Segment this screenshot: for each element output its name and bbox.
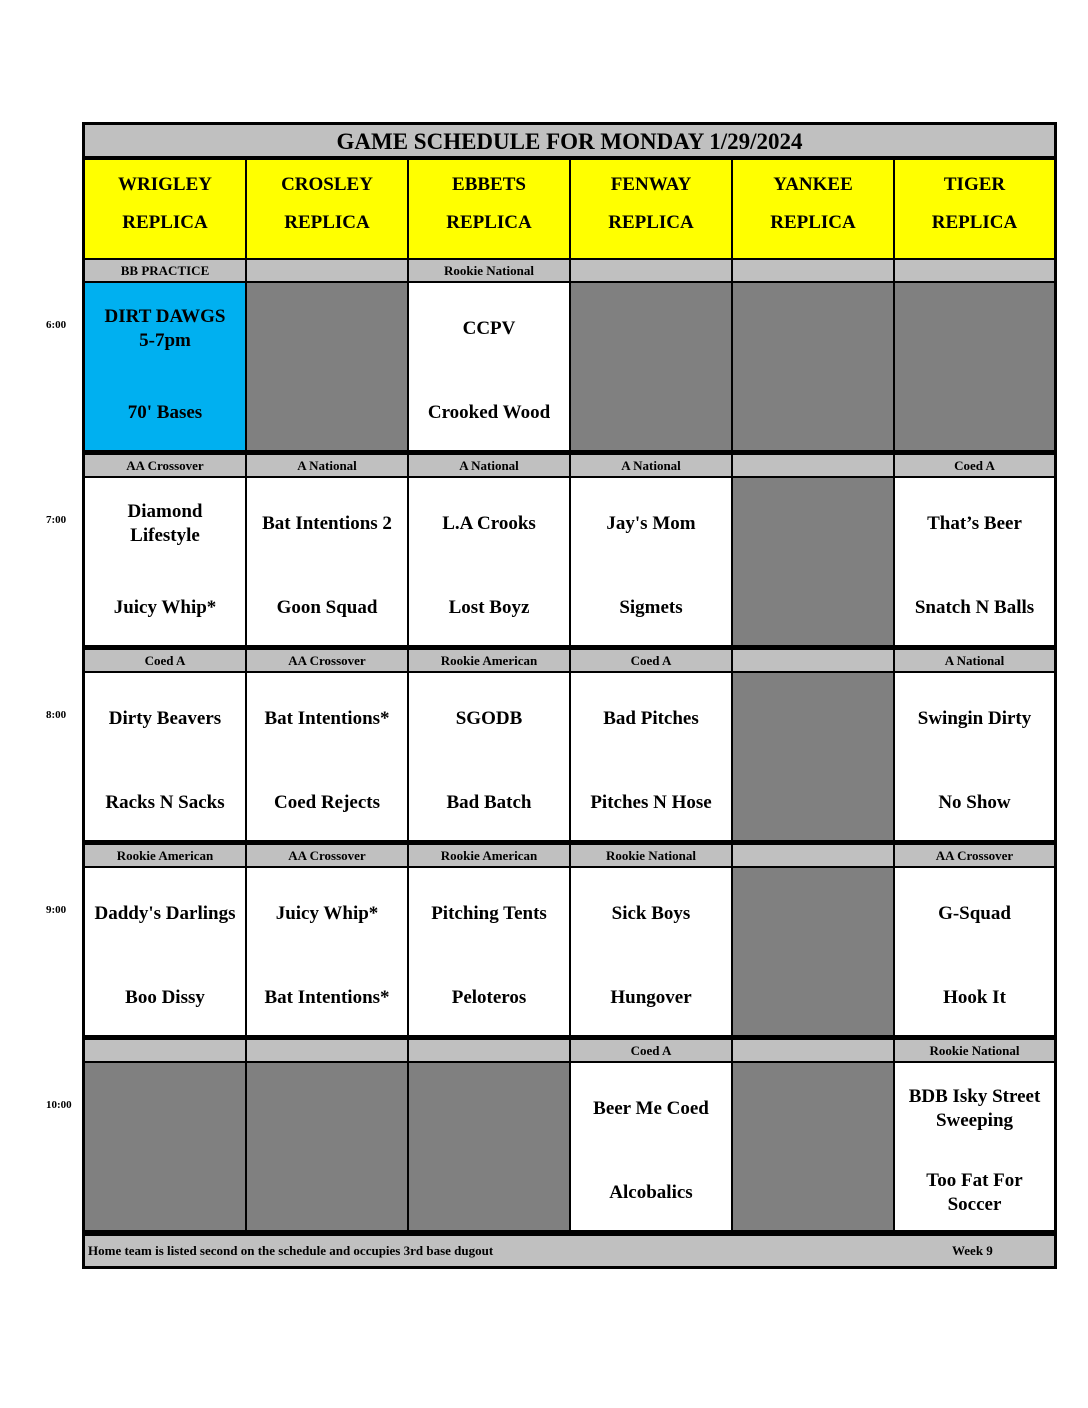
footer-bar <box>85 1236 1054 1266</box>
division-label: Rookie National <box>895 1040 1054 1061</box>
division-label <box>409 1040 569 1061</box>
away-team: Daddy's Darlings <box>94 903 236 924</box>
away-team: Bat Intentions 2 <box>262 513 392 534</box>
time-label: 10:00 <box>46 1099 72 1111</box>
field-sub: REPLICA <box>446 212 532 233</box>
division-label <box>733 1040 893 1061</box>
field-header-ebbets <box>409 160 569 258</box>
field-sub: REPLICA <box>770 212 856 233</box>
home-team: Boo Dissy <box>125 987 205 1008</box>
time-label: 7:00 <box>46 514 67 526</box>
division-label <box>733 650 893 671</box>
field-name: CROSLEY <box>281 174 373 195</box>
game-slot <box>571 868 731 1035</box>
away-team: Jay's Mom <box>606 513 696 534</box>
field-header-yankee <box>733 160 893 258</box>
division-label: A National <box>895 650 1054 671</box>
field-header-crosley <box>247 160 407 258</box>
home-team: Juicy Whip* <box>113 597 217 618</box>
game-slot <box>409 673 569 840</box>
home-team: Peloteros <box>451 987 527 1008</box>
division-label: A National <box>247 455 407 476</box>
field-name: WRIGLEY <box>118 174 212 195</box>
away-team: BDB Isky Street Sweeping <box>908 1086 1041 1131</box>
week-label: Week 9 <box>952 1243 993 1258</box>
division-label: AA Crossover <box>895 845 1054 866</box>
time-label: 9:00 <box>46 904 67 916</box>
away-team: Bad Pitches <box>603 708 699 729</box>
game-slot <box>85 478 245 645</box>
away-team: Sick Boys <box>611 903 691 924</box>
away-team: DIRT DAWGS 5-7pm <box>104 306 226 351</box>
away-team: That’s Beer <box>927 513 1022 534</box>
away-team: SGODB <box>455 708 523 729</box>
home-team: Lost Boyz <box>448 597 530 618</box>
empty-slot <box>733 283 893 450</box>
empty-slot <box>571 283 731 450</box>
schedule-table <box>82 122 1057 1269</box>
division-label: Rookie American <box>409 845 569 866</box>
home-team: Goon Squad <box>276 597 378 618</box>
field-header-tiger <box>895 160 1054 258</box>
home-team: Hungover <box>610 987 692 1008</box>
game-slot <box>409 283 569 450</box>
game-slot <box>571 673 731 840</box>
field-sub: REPLICA <box>608 212 694 233</box>
division-label: AA Crossover <box>247 650 407 671</box>
division-label <box>733 455 893 476</box>
home-team: Coed Rejects <box>273 792 381 813</box>
game-slot <box>571 478 731 645</box>
game-slot <box>895 673 1054 840</box>
game-slot <box>409 868 569 1035</box>
division-label: Coed A <box>571 650 731 671</box>
field-sub: REPLICA <box>122 212 208 233</box>
home-team: Sigmets <box>619 597 683 618</box>
home-team: Hook It <box>943 987 1006 1008</box>
empty-slot <box>895 283 1054 450</box>
away-team: Bat Intentions* <box>264 708 390 729</box>
division-label: BB PRACTICE <box>85 260 245 281</box>
away-team: Pitching Tents <box>431 903 547 924</box>
empty-slot <box>733 1063 893 1230</box>
division-label <box>247 260 407 281</box>
away-team: Juicy Whip* <box>275 903 379 924</box>
division-label <box>85 1040 245 1061</box>
game-slot <box>247 868 407 1035</box>
home-team: Pitches N Hose <box>590 792 712 813</box>
division-label: Coed A <box>571 1040 731 1061</box>
footer-note: Home team is listed second on the schedule and occupies 3rd base dugout <box>88 1243 494 1258</box>
division-label: AA Crossover <box>85 455 245 476</box>
home-team: Snatch N Balls <box>914 597 1035 618</box>
game-slot <box>895 478 1054 645</box>
division-label: Rookie American <box>409 650 569 671</box>
division-label: A National <box>571 455 731 476</box>
field-name: TIGER <box>943 174 1006 195</box>
division-label: Rookie National <box>409 260 569 281</box>
home-team: Racks N Sacks <box>105 792 225 813</box>
game-slot <box>247 673 407 840</box>
game-slot <box>247 478 407 645</box>
game-slot <box>85 868 245 1035</box>
division-label <box>895 260 1054 281</box>
away-team: Beer Me Coed <box>593 1098 709 1119</box>
division-label: Coed A <box>895 455 1054 476</box>
game-slot <box>409 478 569 645</box>
home-team: No Show <box>938 792 1011 813</box>
game-slot <box>895 868 1054 1035</box>
practice-slot <box>85 283 245 450</box>
home-team: Too Fat For Soccer <box>926 1170 1023 1215</box>
away-team: Diamond Lifestyle <box>127 501 203 546</box>
home-team: Bat Intentions* <box>264 987 390 1008</box>
field-sub: REPLICA <box>284 212 370 233</box>
division-label: Rookie American <box>85 845 245 866</box>
away-team: Dirty Beavers <box>108 708 222 729</box>
field-sub: REPLICA <box>931 212 1018 233</box>
division-label: A National <box>409 455 569 476</box>
empty-slot <box>733 478 893 645</box>
field-name: YANKEE <box>773 174 853 195</box>
empty-slot <box>247 1063 407 1230</box>
empty-slot <box>409 1063 569 1230</box>
field-header-wrigley <box>85 160 245 258</box>
home-team: Bad Batch <box>446 792 532 813</box>
division-label: Rookie National <box>571 845 731 866</box>
time-column <box>0 0 84 1408</box>
empty-slot <box>247 283 407 450</box>
empty-slot <box>85 1063 245 1230</box>
field-name: EBBETS <box>452 174 526 195</box>
division-label <box>247 1040 407 1061</box>
empty-slot <box>733 868 893 1035</box>
time-label: 8:00 <box>46 709 67 721</box>
away-team: G-Squad <box>938 903 1011 924</box>
home-team: Crooked Wood <box>427 402 551 423</box>
away-team: CCPV <box>462 318 516 339</box>
home-team: Alcobalics <box>609 1182 693 1203</box>
division-label <box>571 260 731 281</box>
home-team: 70' Bases <box>127 402 203 423</box>
empty-slot <box>733 673 893 840</box>
game-slot <box>85 673 245 840</box>
division-label: Coed A <box>85 650 245 671</box>
schedule-title: GAME SCHEDULE FOR MONDAY 1/29/2024 <box>85 125 1054 158</box>
division-label <box>733 845 893 866</box>
away-team: Swingin Dirty <box>917 708 1032 729</box>
field-name: FENWAY <box>610 174 692 195</box>
away-team: L.A Crooks <box>442 513 536 534</box>
game-slot <box>571 1063 731 1230</box>
time-label: 6:00 <box>46 319 67 331</box>
field-header-fenway <box>571 160 731 258</box>
division-label: AA Crossover <box>247 845 407 866</box>
game-slot <box>895 1063 1054 1230</box>
division-label <box>733 260 893 281</box>
